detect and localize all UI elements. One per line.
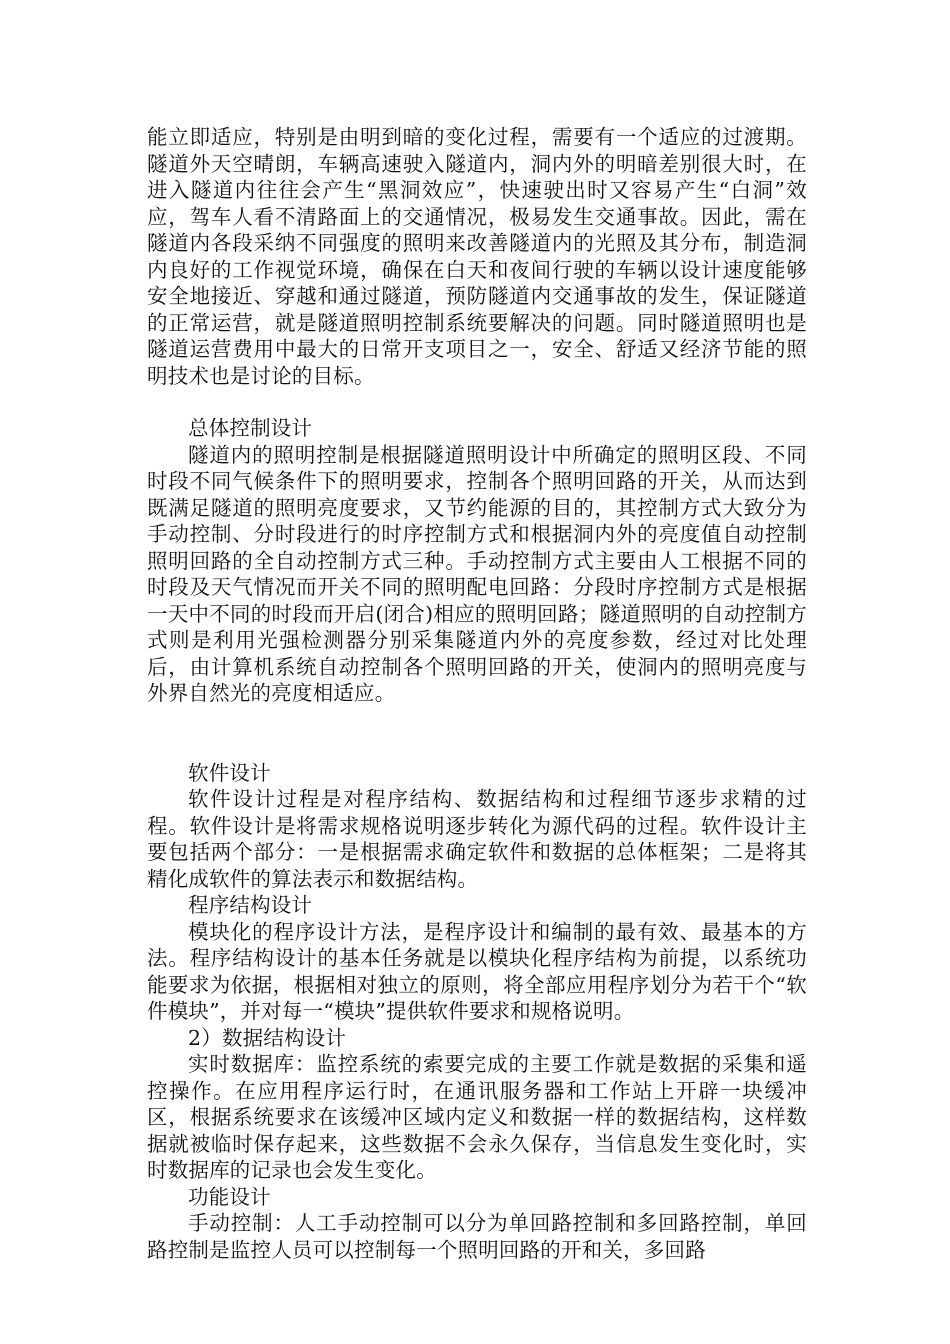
document-page [147,124,807,1263]
section-heading-data-structure: 2）数据结构设计 [188,1025,347,1050]
body-paragraph-overall-control: 隧道内的照明控制是根据隧道照明设计中所确定的照明区段、不同时段不同气候条件下的照明要求，控制各个照明回路的开关，从而达到既满足隧道的照明亮度要求，又节约能源的目的，其控制方式大致分为手动控制、分时段进行的时序控制方式和根据洞内外的亮度值自动控制照明回路的全自动控制方式三种。手动控制方式主要由人工根据不同的时段及天气情况而开关不同的照明配电回路：分段时序控制方式是根据一天中不同的时段而开启(闭合)相应的照明回路；隧道照明的自动控制方式则是利用光强检测器分别采集隧道内外的亮度参数，经过对比处理后，由计算机系统自动控制各个照明回路的开关，使洞内的照明亮度与外界自然光的亮度相适应。 [147,442,807,705]
body-paragraph-program-structure: 模块化的程序设计方法，是程序设计和编制的最有效、最基本的方法。程序结构设计的基本任务就是以模块化程序结构为前提，以系统功能要求为依据，根据相对独立的原则，将全部应用程序划分为若干个“软件模块”，并对每一“模块”提供软件要求和规格说明。 [147,919,807,1023]
section-heading-overall-control: 总体控制设计 [188,416,313,440]
body-paragraph-data-structure: 实时数据库：监控系统的索要完成的主要工作就是数据的采集和遥控操作。在应用程序运行时，在通讯服务器和工作站上开辟一块缓冲区，根据系统要求在该缓冲区域内定义和数据一样的数据结构，这样数据就被临时保存起来，这些数据不会永久保存，当信息发生变化时，实时数据库的记录也会发生变化。 [147,1052,807,1182]
body-paragraph-manual-control: 手动控制：人工手动控制可以分为单回路控制和多回路控制，单回路控制是监控人员可以控制每一个照明回路的开和关，多回路 [147,1211,807,1262]
body-paragraph-intro: 能立即适应，特别是由明到暗的变化过程，需要有一个适应的过渡期。隧道外天空晴朗，车辆高速驶入隧道内，洞内外的明暗差别很大时，在进入隧道内往往会产生“黑洞效应”，快速驶出时又容易产生“白洞”效应，驾车人看不清路面上的交通情况，极易发生交通事故。因此，需在隧道内各段采纳不同强度的照明来改善隧道内的光照及其分布，制造洞内良好的工作视觉环境，确保在白天和夜间行驶的车辆以设计速度能够安全地接近、穿越和通过隧道，预防隧道内交通事故的发生，保证隧道的正常运营，就是隧道照明控制系统要解决的问题。同时隧道照明也是隧道运营费用中最大的日常开支项目之一，安全、舒适又经济节能的照明技术也是讨论的目标。 [147,125,807,388]
paragraph-spacer [147,389,807,415]
section-heading-software-design: 软件设计 [188,760,271,785]
section-heading-function-design: 功能设计 [188,1184,271,1209]
paragraph-spacer [147,707,807,760]
body-paragraph-software-design: 软件设计过程是对程序结构、数据结构和过程细节逐步求精的过程。软件设计是将需求规格说明逐步转化为源代码的过程。软件设计主要包括两个部分：一是根据需求确定软件和数据的总体框架；二是将其精化成软件的算法表示和数据结构。 [147,787,807,891]
section-heading-program-structure: 程序结构设计 [188,893,313,917]
